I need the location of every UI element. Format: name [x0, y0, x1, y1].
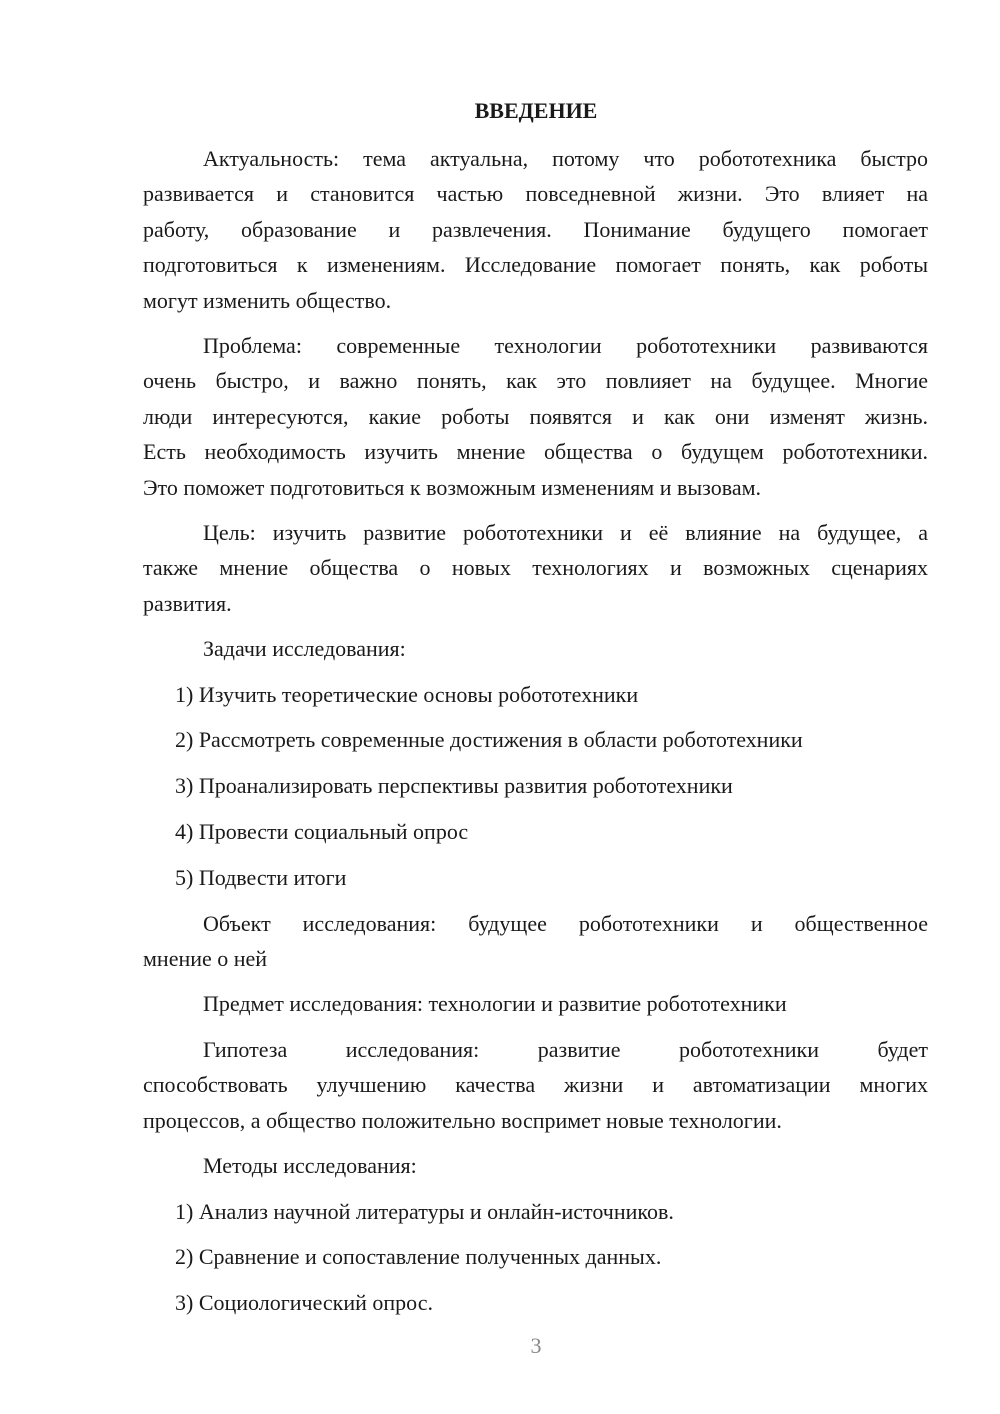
text-line: Это поможет подготовиться к возможным изменениям и вызовам. [143, 474, 762, 500]
text-line: работу, образование и развлечения. Понимание будущего помогает [143, 216, 928, 242]
text-line: Методы исследования: [203, 1153, 417, 1179]
text-line: Есть необходимость изучить мнение общества о будущем робототехники. [143, 439, 928, 465]
task-item: 3) Проанализировать перспективы развития робототехники [175, 773, 733, 799]
task-item: 4) Провести социальный опрос [175, 819, 469, 845]
text-line: могут изменить общество. [143, 287, 392, 313]
text-line: развития. [143, 590, 232, 616]
text-line: Цель: изучить развитие робототехники и её влияние на будущее, а [203, 520, 928, 546]
text-line: люди интересуются, какие роботы появятся и как они изменят жизнь. [143, 403, 928, 429]
goal-paragraph [143, 515, 928, 621]
text-line: способствовать улучшению качества жизни и автоматизации многих [143, 1072, 928, 1098]
text-line: Задачи исследования: [203, 636, 406, 662]
text-line: Актуальность: тема актуальна, потому что робототехника быстро [203, 146, 928, 171]
method-item: 2) Сравнение и сопоставление полученных данных. [175, 1244, 662, 1270]
method-item: 3) Социологический опрос. [175, 1290, 433, 1316]
text-line: процессов, а общество положительно воспримет новые технологии. [143, 1107, 782, 1133]
document-body [143, 141, 928, 1331]
task-item: 1) Изучить теоретические основы робототехники [175, 681, 639, 707]
task-item: 2) Рассмотреть современные достижения в области робототехники [175, 727, 803, 753]
text-line: Предмет исследования: технологии и развитие робототехники [203, 991, 787, 1017]
problem-paragraph [143, 328, 928, 505]
methods-heading [143, 1148, 928, 1183]
task-item: 5) Подвести итоги [175, 864, 347, 890]
relevance-paragraph [143, 141, 928, 318]
text-line: очень быстро, и важно понять, как это повлияет на будущее. Многие [143, 368, 928, 394]
page-number: 3 [530, 1333, 542, 1358]
text-line: Гипотеза исследования: развитие робототехники будет [203, 1036, 928, 1062]
page-title: ВВЕДЕНИЕ [474, 98, 598, 123]
text-line: мнение о ней [143, 946, 268, 972]
tasks-heading [143, 631, 928, 666]
text-line: развивается и становится частью повседневной жизни. Это влияет на [143, 181, 928, 207]
object-paragraph [143, 906, 928, 977]
text-line: Проблема: современные технологии робототехники развиваются [203, 333, 928, 359]
text-line: подготовиться к изменениям. Исследование помогает понять, как роботы [143, 252, 928, 278]
text-line: Объект исследования: будущее робототехники и общественное [203, 910, 928, 936]
subject-paragraph [143, 986, 928, 1021]
method-item: 1) Анализ научной литературы и онлайн-источников. [175, 1198, 674, 1224]
text-line: также мнение общества о новых технологиях и возможных сценариях [143, 555, 928, 581]
hypothesis-paragraph [143, 1032, 928, 1138]
